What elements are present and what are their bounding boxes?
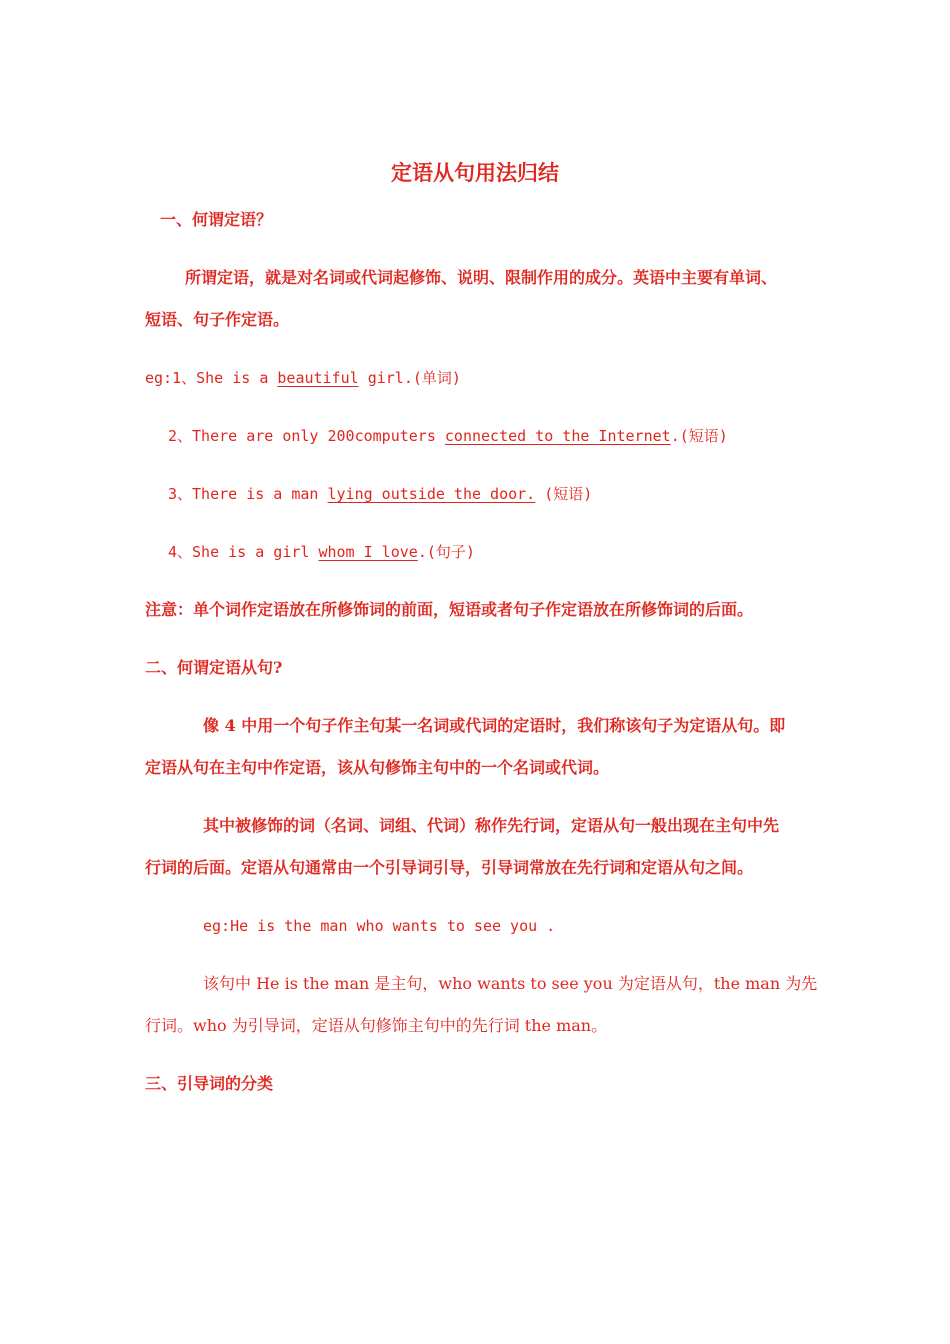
example-1-suffix: girl.(单词) <box>358 369 461 387</box>
section-1-heading: 一、何谓定语？ <box>160 210 273 229</box>
paragraph-4-line-1: 该句中 He is the man 是主句，who wants to see you 为定语从句，the man 为先 <box>203 974 818 993</box>
example-2-underlined: connected to the Internet <box>444 427 671 445</box>
example-1-underlined: beautiful <box>277 369 359 387</box>
example-4-underlined: whom I love <box>318 543 418 561</box>
example-2-prefix: 2、There are only 200computers <box>168 427 445 445</box>
paragraph-3-line-2: 行词的后面。定语从句通常由一个引导词引导，引导词常放在先行词和定语从句之间。 <box>145 858 754 877</box>
example-3-suffix: (短语) <box>535 485 593 503</box>
section-3-heading: 三、引导词的分类 <box>145 1074 274 1093</box>
example-1-prefix: eg:1、She is a <box>145 369 278 387</box>
section-2-heading: 二、何谓定语从句? <box>145 658 283 677</box>
example-3-prefix: 3、There is a man <box>168 485 328 503</box>
paragraph-2-line-1: 像 4 中用一个句子作主句某一名词或代词的定语时，我们称该句子为定语从句。即 <box>203 716 786 735</box>
paragraph-4-line-2: 行词。who 为引导词，定语从句修饰主句中的先行词 the man。 <box>145 1016 608 1035</box>
example-3-underlined: lying outside the door. <box>327 485 536 503</box>
paragraph-2-line-2: 定语从句在主句中作定语，该从句修饰主句中的一个名词或代词。 <box>145 758 610 777</box>
note-text: 注意：单个词作定语放在所修饰词的前面，短语或者句子作定语放在所修饰词的后面。 <box>145 600 754 619</box>
example-5: eg:He is the man who wants to see you . <box>203 917 556 935</box>
example-1 <box>145 368 815 388</box>
example-4-prefix: 4、She is a girl <box>168 543 319 561</box>
example-4-suffix: .(句子) <box>417 543 475 561</box>
paragraph-3-line-1: 其中被修饰的词（名词、词组、代词）称作先行词，定语从句一般出现在主句中先 <box>203 816 780 835</box>
paragraph-1-line-1: 所谓定语，就是对名词或代词起修饰、说明、限制作用的成分。英语中主要有单词、 <box>185 268 778 287</box>
paragraph-1-line-2: 短语、句子作定语。 <box>145 310 290 329</box>
example-4 <box>168 542 838 562</box>
example-2-suffix: .(短语) <box>670 427 728 445</box>
example-2 <box>168 426 838 446</box>
document-title: 定语从句用法归结 <box>391 160 559 185</box>
example-3 <box>168 484 838 504</box>
